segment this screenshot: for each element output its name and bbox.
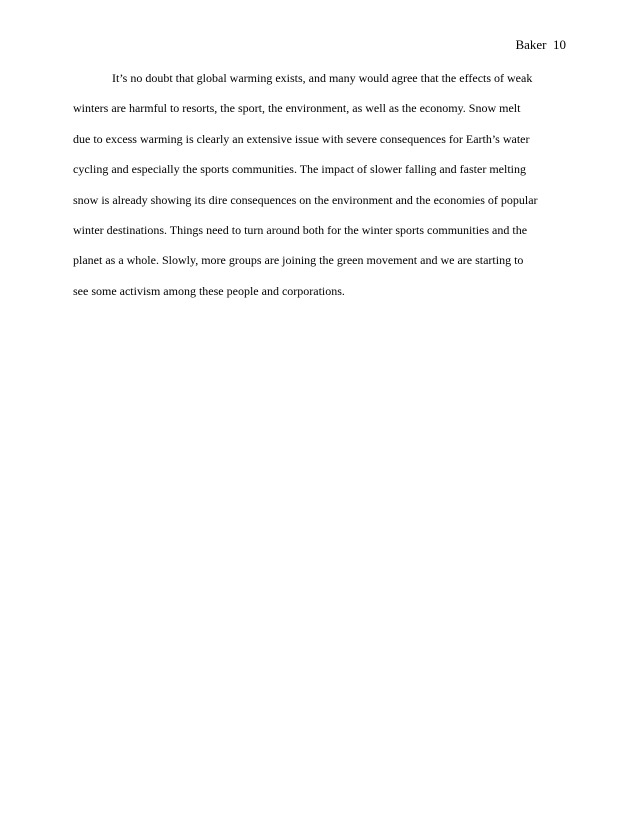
paragraph-line: It’s no doubt that global warming exists, and many would agree that the effects of weak [112,71,533,85]
paragraph-line: see some activism among these people and corporations. [73,283,345,298]
paragraph-line: winters are harmful to resorts, the sport, the environment, as well as the economy. Snow melt [73,101,521,116]
paragraph-line: due to excess warming is clearly an extensive issue with severe consequences for Earth’s water [73,131,530,146]
body-paragraph [73,70,569,313]
paragraph-line: planet as a whole. Slowly, more groups are joining the green movement and we are starting to [73,253,524,268]
running-head: Baker 10 [515,37,566,52]
paragraph-line: cycling and especially the sports communities. The impact of slower falling and faster melting [73,162,526,177]
paragraph-line: snow is already showing its dire consequences on the environment and the economies of popular [73,192,538,207]
paragraph-line: winter destinations. Things need to turn around both for the winter sports communities and the [73,222,528,237]
